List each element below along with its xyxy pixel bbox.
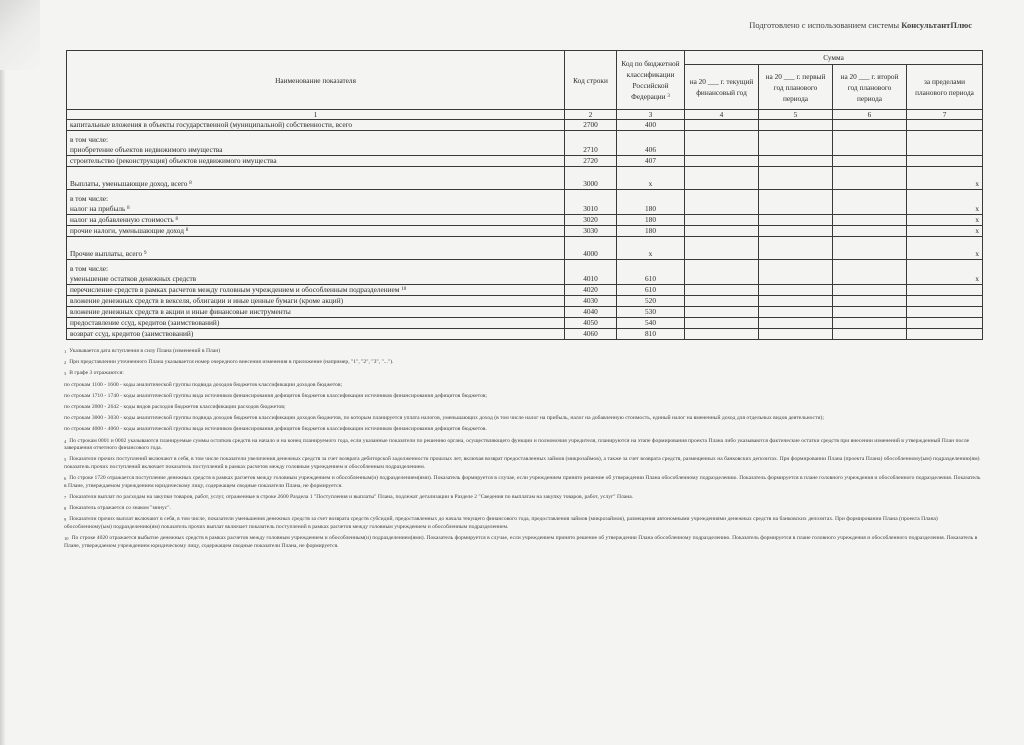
row-kbk: 520 (617, 296, 685, 307)
col-number: 4 (685, 110, 759, 120)
footnote-text: Показатели выплат по расходам на закупки товаров, работ, услуг, отраженные в строке 2600 Раздела 1 "Поступления и выплаты" Плана, подлежат детализации в Разделе 2 "Сведения по выплатам на закупку товаров, работ, услуг" Плана. (69, 493, 634, 500)
footnote-text: Показатели прочих выплат включают в себя, в том числе, показатели уменьшения денежных средств за счет возврата средств субсидий, предоставленных до начала текущего финансового года, предоставления займов (микрозаймов), размещения автономными учреждениями денежных средств на банковских депозитах. При формировании Плана (проекта Плана) обособленному(ым) подразделению(ям) показатель прочих выплат включает показатель поступлений в рамках расчетов между головным учреждением и обособленным подразделением. (64, 516, 938, 530)
row-kbk: 400 (617, 120, 685, 131)
row-sum-cell (833, 167, 907, 190)
row-sum-cell (833, 190, 907, 215)
col-number: 1 (67, 110, 565, 120)
footnote (64, 404, 984, 412)
row-footnote-ref: 10 (401, 287, 407, 292)
table-row (67, 296, 983, 307)
row-label: уменьшение остатков денежных средств (70, 274, 197, 283)
row-footnote-ref: 8 (127, 206, 130, 211)
row-sum-cell (833, 296, 907, 307)
row-sum-cell (833, 215, 907, 226)
row-beyond-cell (907, 296, 983, 307)
col-number: 2 (565, 110, 617, 120)
row-sum-cell (833, 307, 907, 318)
row-sum-cell (685, 226, 759, 237)
footnote-mark: 4 (64, 438, 67, 444)
row-footnote-ref: 8 (185, 228, 189, 233)
row-beyond-cell (907, 285, 983, 296)
row-beyond-cell (907, 131, 983, 156)
footnote-text: по строкам 2000 - 2642 - коды видов расходов бюджетов классификации расходов бюджетов; (64, 403, 286, 410)
row-sum-cell (833, 226, 907, 237)
row-sum-cell (685, 156, 759, 167)
head-code-budget-sup: 3 (667, 94, 670, 99)
row-name (67, 131, 565, 156)
row-label: возврат ссуд, кредитов (заимствований) (70, 329, 194, 338)
table-row (67, 260, 983, 285)
row-sum-cell (685, 296, 759, 307)
footnote (64, 535, 984, 550)
plan-table (66, 50, 983, 340)
row-sum-cell (833, 285, 907, 296)
row-code: 4050 (565, 318, 617, 329)
row-beyond-cell: x (907, 226, 983, 237)
row-kbk: x (617, 167, 685, 190)
column-numbers-row (67, 110, 983, 120)
row-kbk: 406 (617, 131, 685, 156)
col-number: 6 (833, 110, 907, 120)
row-name (67, 156, 565, 167)
head-second-year: на 20 ___ г. второй год планового периода (833, 65, 907, 110)
row-name (67, 260, 565, 285)
row-code: 4000 (565, 237, 617, 260)
table-row (67, 318, 983, 329)
table-head (67, 51, 983, 120)
row-code: 3010 (565, 190, 617, 215)
footnote-text: по строкам 4000 - 4060 - коды аналитической группы вида источников финансирования дефицитов бюджетов классификации источников финансирования дефицитов бюджетов. (64, 426, 487, 433)
footnote-mark: 3 (64, 371, 67, 377)
table-row (67, 285, 983, 296)
row-sum-cell (759, 190, 833, 215)
row-name (67, 237, 565, 260)
row-name (67, 318, 565, 329)
row-sum-cell (833, 120, 907, 131)
row-code: 4060 (565, 329, 617, 340)
row-prefix: в том числе: (70, 135, 109, 144)
row-code: 3020 (565, 215, 617, 226)
footnote-mark: 9 (64, 517, 67, 523)
row-sum-cell (685, 237, 759, 260)
table-row (67, 190, 983, 215)
footnote-text: по строкам 1100 - 1600 - коды аналитической группы подвида доходов бюджетов классификации доходов бюджетов; (64, 381, 343, 388)
head-beyond: за пределами планового периода (907, 65, 983, 110)
row-beyond-cell: x (907, 237, 983, 260)
row-name (67, 296, 565, 307)
row-beyond-cell (907, 120, 983, 131)
footnote (64, 415, 984, 423)
header-note-prefix: Подготовлено с использованием системы (749, 20, 902, 30)
row-label: строительство (реконструкция) объектов недвижимого имущества (70, 156, 277, 165)
row-kbk: 180 (617, 215, 685, 226)
row-sum-cell (759, 329, 833, 340)
table-body (67, 120, 983, 340)
row-sum-cell (685, 190, 759, 215)
row-footnote-ref: 8 (189, 181, 192, 186)
footnote-text: Показатели прочих поступлений включают в себя, в том числе показатели увеличения денежных средств за счет возврата дебиторской задолженности прошлых лет, включая возврат предоставленных займов (микрозаймов), а также за счет возврата средств, размещенных на банковских депозитах. При формировании Плана (проекта Плана) обособленному(ым) подразделению(ям) показатель прочих поступлений включает показатель поступлений в рамках расчетов между головным учреждением и обособленным подразделением. (64, 456, 980, 470)
row-name (67, 285, 565, 296)
footnote-mark: 10 (64, 536, 69, 541)
row-code: 4030 (565, 296, 617, 307)
row-sum-cell (759, 120, 833, 131)
row-sum-cell (685, 120, 759, 131)
row-label: предоставление ссуд, кредитов (заимствований) (70, 318, 220, 327)
footnote-text: по строкам 1710 - 1740 - коды аналитической группы вида источников финансирования дефицитов бюджетов классификации источников финансирования дефицитов бюджетов; (64, 392, 487, 399)
row-sum-cell (833, 156, 907, 167)
row-sum-cell (685, 307, 759, 318)
footnote-mark: 8 (64, 506, 67, 512)
head-name: Наименование показателя (67, 51, 565, 110)
row-beyond-cell: x (907, 190, 983, 215)
row-prefix: в том числе: (70, 194, 109, 203)
row-kbk: 407 (617, 156, 685, 167)
footnote (64, 475, 984, 490)
row-name (67, 215, 565, 226)
row-sum-cell (759, 296, 833, 307)
footnote-text: При представлении уточненного Плана указывается номер очередного внесения изменения в приложение (например, "1", "2", "3", "..."). (69, 359, 394, 366)
head-sum: Сумма (685, 51, 983, 65)
footnote (64, 505, 984, 513)
col-number: 5 (759, 110, 833, 120)
row-label: перечисление средств в рамках расчетов между головным учреждением и обособленным подразделением (70, 285, 400, 294)
row-sum-cell (759, 237, 833, 260)
footnote-mark: 2 (64, 360, 67, 366)
footnotes (64, 348, 984, 554)
row-label: приобретение объектов недвижимого имущества (70, 145, 223, 154)
row-kbk: 530 (617, 307, 685, 318)
footnote (64, 382, 984, 390)
row-sum-cell (833, 131, 907, 156)
header-note (749, 20, 972, 30)
row-label: Выплаты, уменьшающие доход, всего (70, 179, 188, 188)
footnote-mark: 1 (64, 349, 67, 354)
footnote-text: Показатель отражается со знаком "минус". (69, 505, 171, 512)
row-name (67, 120, 565, 131)
header-note-brand: КонсультантПлюс (901, 20, 972, 30)
row-kbk: x (617, 237, 685, 260)
row-sum-cell (759, 318, 833, 329)
row-sum-cell (833, 237, 907, 260)
row-sum-cell (759, 215, 833, 226)
row-code: 2710 (565, 131, 617, 156)
footnote-mark: 5 (64, 457, 67, 463)
row-sum-cell (759, 260, 833, 285)
table-row (67, 237, 983, 260)
row-footnote-ref: 8 (175, 217, 178, 222)
row-sum-cell (685, 260, 759, 285)
row-beyond-cell (907, 156, 983, 167)
scan-edge (0, 0, 6, 745)
head-code-budget (617, 51, 685, 110)
table-row (67, 167, 983, 190)
row-sum-cell (833, 329, 907, 340)
row-name (67, 167, 565, 190)
head-first-year: на 20 ___ г. первый год планового периода (759, 65, 833, 110)
footnote (64, 348, 984, 356)
table-row (67, 131, 983, 156)
row-label: прочие налоги, уменьшающие доход (70, 226, 184, 235)
row-code: 3030 (565, 226, 617, 237)
footnote (64, 438, 984, 453)
row-beyond-cell: x (907, 215, 983, 226)
footnote (64, 516, 984, 531)
table-row (67, 226, 983, 237)
row-sum-cell (685, 329, 759, 340)
footnote (64, 456, 984, 471)
row-kbk: 180 (617, 190, 685, 215)
row-name (67, 226, 565, 237)
row-sum-cell (759, 307, 833, 318)
row-label: Прочие выплаты, всего (70, 249, 143, 258)
row-beyond-cell (907, 307, 983, 318)
footnote-mark: 6 (64, 476, 67, 482)
footnote-text: По строке 4020 отражается выбытие денежных средств в рамках расчетов между головным учреждением и обособленным(и) подразделением(ями). Показатель формируется в случае, если учреждением принято решение об утверждении Плана обособленному подразделению. Показатель формируется в плане головного учреждения и обособленного подразделения. Показатель в Плане, утверждаемом учреждением юридическому лицу, содержащем сводные показатели Плана, не формируется. (64, 535, 978, 549)
row-label: вложение денежных средств в акции и иные финансовые инструменты (70, 307, 291, 316)
row-code: 2700 (565, 120, 617, 131)
row-beyond-cell (907, 329, 983, 340)
row-code: 3000 (565, 167, 617, 190)
table-row (67, 120, 983, 131)
footnote-text: По строкам 0001 и 0002 указываются планируемые суммы остатков средств на начало и на конец планируемого года, если указанные показатели по решению органа, осуществляющего функции и полномочия учредителя, планируются на этапе формирования проекта Плана либо указываются фактические остатки средств при внесении изменений в утвержденный План после завершения отчетного финансового года. (64, 437, 970, 452)
row-kbk: 610 (617, 285, 685, 296)
table-row (67, 215, 983, 226)
row-sum-cell (833, 260, 907, 285)
footnote-text: По строке 1720 отражается поступление денежных средств в рамках расчетов между головным учреждением и обособленным(и) подразделением(ями). Показатель формируется в случае, если учреждением принято решение об утверждении Плана обособленному подразделению. Показатель формируется в плане головного учреждения и обособленного подразделения. Показатель в Плане, утверждаемом учреждением юридическому лицу, содержащем сводные показатели Плана, не формируется. (64, 475, 981, 489)
row-beyond-cell (907, 318, 983, 329)
row-footnote-ref: 9 (143, 251, 147, 256)
head-current-year: на 20 ___ г. текущий финансовый год (685, 65, 759, 110)
row-kbk: 810 (617, 329, 685, 340)
footnote (64, 494, 984, 502)
footnote (64, 370, 984, 378)
row-sum-cell (759, 167, 833, 190)
row-sum-cell (759, 131, 833, 156)
footnote (64, 426, 984, 434)
row-sum-cell (685, 215, 759, 226)
row-sum-cell (685, 318, 759, 329)
row-sum-cell (685, 285, 759, 296)
row-beyond-cell: x (907, 260, 983, 285)
table-row (67, 156, 983, 167)
footnote-text: В графе 3 отражаются: (69, 370, 124, 377)
head-code-budget-text: Код по бюджетной классификации Российской Федерации (621, 59, 680, 101)
row-sum-cell (759, 285, 833, 296)
row-name (67, 190, 565, 215)
footnote (64, 393, 984, 401)
row-code: 2720 (565, 156, 617, 167)
row-prefix: в том числе: (70, 264, 109, 273)
col-number: 3 (617, 110, 685, 120)
row-code: 4040 (565, 307, 617, 318)
row-code: 4020 (565, 285, 617, 296)
footnote-text: по строкам 3000 - 3030 - коды аналитической группы подвида доходов бюджетов классификации доходов бюджетов, по которым планируется уплата налогов, уменьшающих доход (в том числе налог на прибыль, налог на добавленную стоимость, единый налог на вмененный доход для отдельных видов деятельности); (64, 415, 824, 422)
row-sum-cell (759, 226, 833, 237)
row-label: налог на прибыль (70, 204, 126, 213)
row-kbk: 540 (617, 318, 685, 329)
col-number: 7 (907, 110, 983, 120)
row-kbk: 180 (617, 226, 685, 237)
footnote-text: Указывается дата вступления в силу Плана (изменений в План) (69, 348, 221, 354)
row-sum-cell (685, 167, 759, 190)
row-name (67, 329, 565, 340)
row-label: капитальные вложения в объекты государственной (муниципальной) собственности, всего (70, 120, 353, 129)
row-label: налог на добавленную стоимость (70, 215, 174, 224)
row-sum-cell (759, 156, 833, 167)
row-code: 4010 (565, 260, 617, 285)
footnote-mark: 7 (64, 494, 67, 500)
row-kbk: 610 (617, 260, 685, 285)
head-code-row: Код строки (565, 51, 617, 110)
row-sum-cell (833, 318, 907, 329)
table-row (67, 329, 983, 340)
folded-corner (0, 0, 40, 70)
row-label: вложение денежных средств в векселя, облигации и иные ценные бумаги (кроме акций) (70, 296, 344, 305)
row-name (67, 307, 565, 318)
table-row (67, 307, 983, 318)
row-sum-cell (685, 131, 759, 156)
footnote (64, 359, 984, 367)
row-beyond-cell: x (907, 167, 983, 190)
